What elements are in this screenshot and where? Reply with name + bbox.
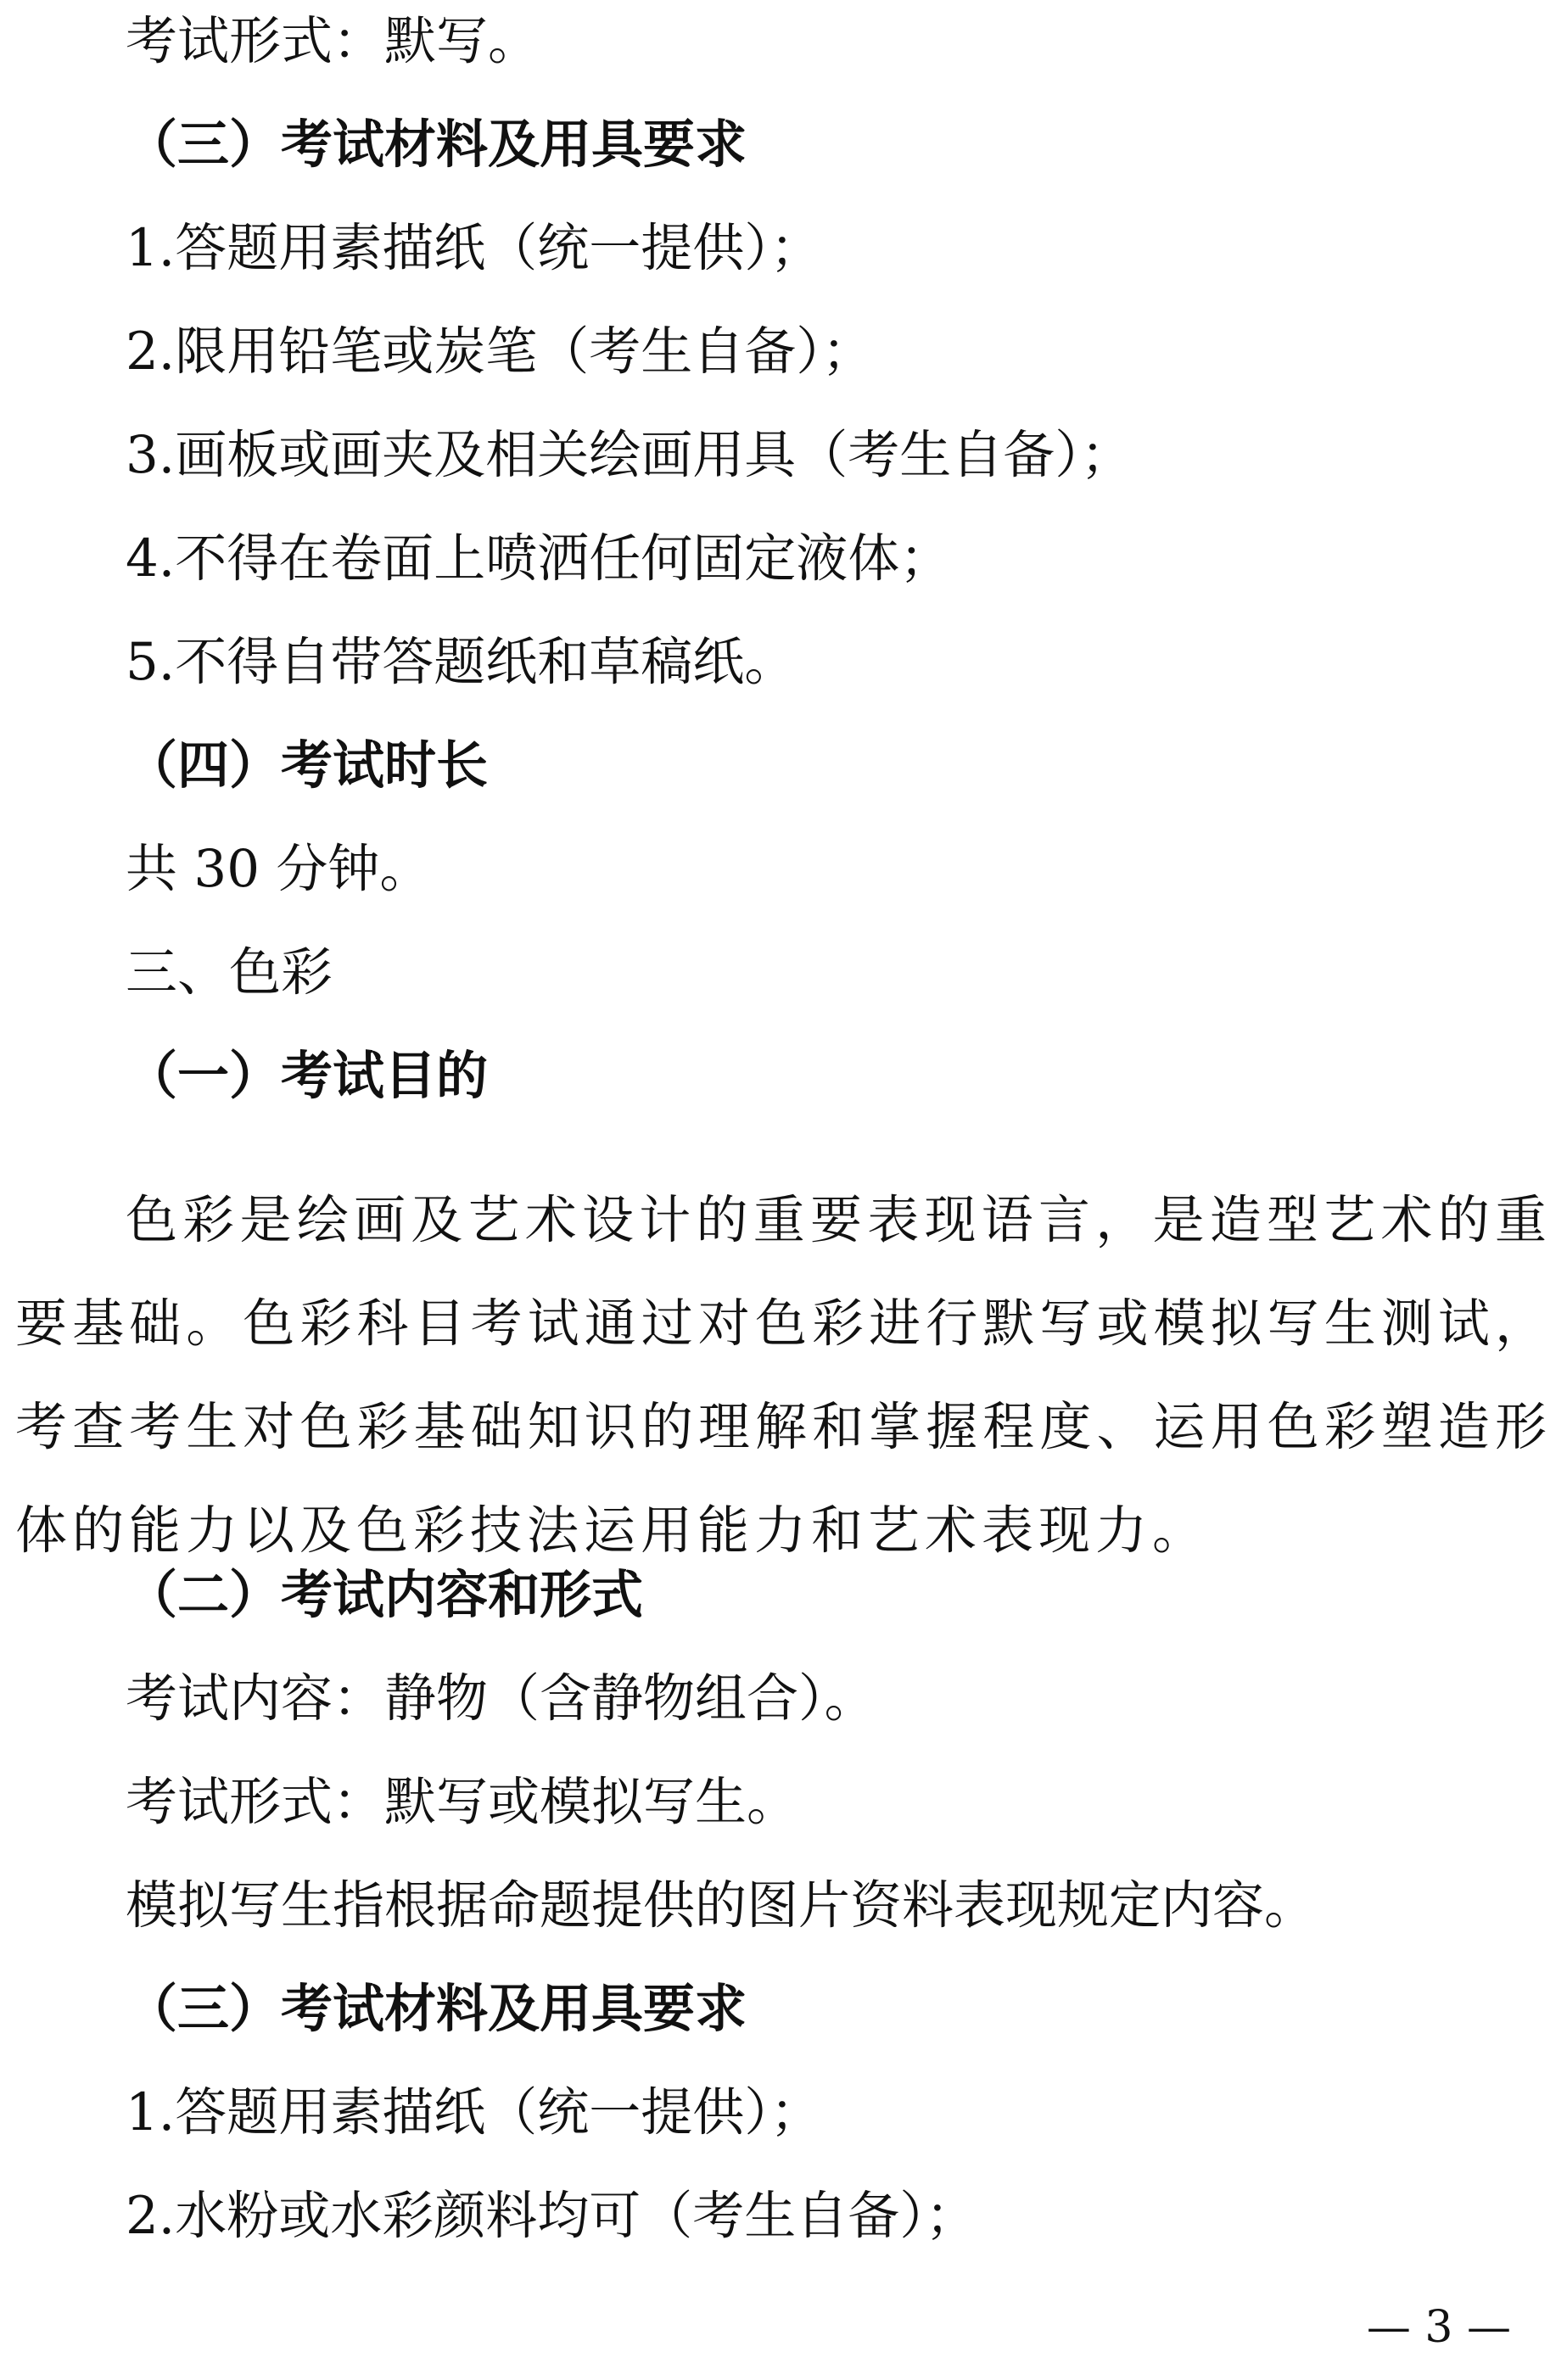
page-number: — 3 — — [1366, 2302, 1511, 2353]
format-note-text: 模拟写生指根据命题提供的图片资料表现规定内容。 — [126, 1875, 1317, 1936]
section-heading-content: （二）考试内容和形式 — [126, 1565, 644, 1625]
format-text: 考试形式：默写或模拟写生。 — [126, 1772, 799, 1832]
content-text: 考试内容：静物（含静物组合）。 — [126, 1668, 876, 1729]
list-item: 2.水粉或水彩颜料均可（考生自备）； — [126, 2186, 977, 2246]
list-item: 2.限用铅笔或炭笔（考生自备）； — [126, 321, 874, 382]
list-item: 3.画板或画夹及相关绘画用具（考生自备）； — [126, 425, 1133, 485]
section-heading-materials: （三）考试材料及用具要求 — [126, 1979, 747, 2039]
section-heading-duration: （四）考试时长 — [126, 735, 489, 796]
section-heading-purpose: （一）考试目的 — [126, 1046, 489, 1106]
list-item: 5.不得自带答题纸和草稿纸。 — [126, 632, 797, 692]
exam-format-text: 考试形式：默写。 — [126, 11, 540, 71]
purpose-paragraph: 色彩是绘画及艺术设计的重要表现语言，是造型艺术的重要基础。色彩科目考试通过对色彩进行默写或模拟写生测试，考查考生对色彩基础知识的理解和掌握程度、运用色彩塑造形体的能力以及色彩技法运用能力和艺术表现力。 — [15, 1190, 1552, 1561]
duration-text: 共 30 分钟。 — [126, 839, 432, 899]
list-item: 4.不得在卷面上喷洒任何固定液体； — [126, 528, 952, 589]
section-heading-materials: （三）考试材料及用具要求 — [126, 115, 747, 175]
list-item: 1.答题用素描纸（统一提供）； — [126, 218, 822, 278]
chapter-heading-color: 三、色彩 — [126, 942, 333, 1003]
list-item: 1.答题用素描纸（统一提供）； — [126, 2082, 822, 2143]
